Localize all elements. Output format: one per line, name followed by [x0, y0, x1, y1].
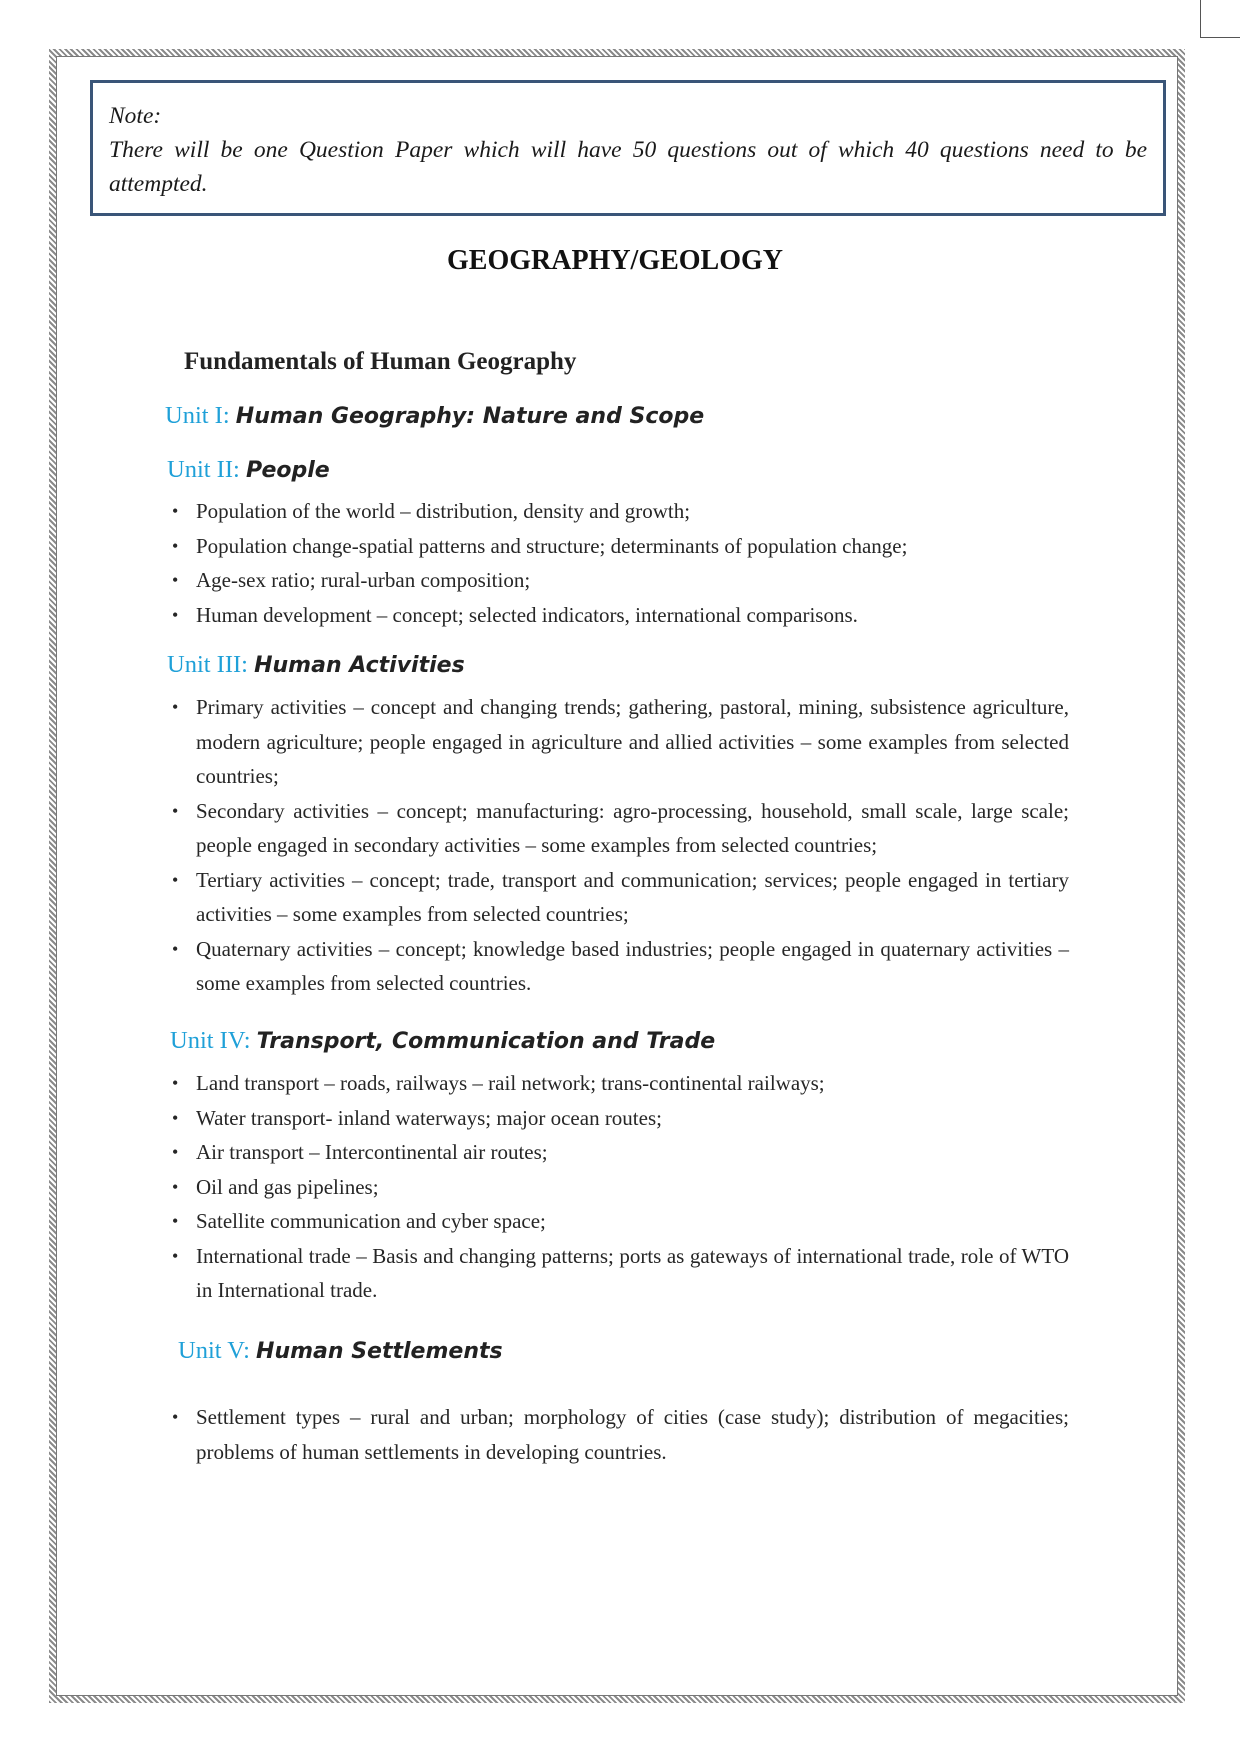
unit-5-heading [178, 1337, 503, 1365]
unit-4-list [172, 1066, 1069, 1308]
list-item: • International trade – Basis and changing patterns; ports as gateways of international trade, role of WTO in International trade. [172, 1239, 1069, 1308]
unit-name: Human Settlements [256, 1339, 503, 1364]
unit-1-heading [165, 402, 704, 430]
note-label: Note: [109, 103, 162, 129]
list-item: • Air transport – Intercontinental air routes; [172, 1135, 1069, 1170]
unit-5-list [172, 1400, 1069, 1469]
list-item: • Settlement types – rural and urban; morphology of cities (case study); distribution of megacities; problems of human settlements in developing countries. [172, 1400, 1069, 1469]
unit-3-list [172, 690, 1069, 1001]
unit-label: Unit I: [165, 402, 230, 429]
list-item: • Human development – concept; selected indicators, international comparisons. [172, 598, 1069, 633]
list-item: • Secondary activities – concept; manufacturing: agro-processing, household, small scale, large scale; people engaged in secondary activities – some examples from selected countries; [172, 794, 1069, 863]
list-item: • Tertiary activities – concept; trade, transport and communication; services; people engaged in tertiary activities – some examples from selected countries; [172, 863, 1069, 932]
unit-4-heading [170, 1027, 715, 1055]
note-box [90, 80, 1166, 216]
list-item: • Land transport – roads, railways – rail network; trans-continental railways; [172, 1066, 1069, 1101]
unit-2-heading [167, 456, 330, 484]
unit-label: Unit III: [167, 651, 248, 678]
unit-label: Unit II: [167, 456, 240, 483]
unit-label: Unit IV: [170, 1027, 251, 1054]
list-item: • Oil and gas pipelines; [172, 1170, 1069, 1205]
list-item: • Population change-spatial patterns and structure; determinants of population change; [172, 529, 1069, 564]
list-item: • Age-sex ratio; rural-urban composition; [172, 563, 1069, 598]
section-title: Fundamentals of Human Geography [184, 348, 577, 375]
unit-2-list [172, 494, 1069, 632]
unit-name: Transport, Communication and Trade [256, 1029, 716, 1054]
unit-label: Unit V: [178, 1337, 250, 1364]
list-item: • Water transport- inland waterways; major ocean routes; [172, 1101, 1069, 1136]
note-text: There will be one Question Paper which will have 50 questions out of which 40 questions need to be attempted. [109, 137, 1147, 197]
page-corner-mark [1200, 0, 1240, 38]
unit-name: Human Geography: Nature and Scope [235, 404, 705, 429]
list-item: • Population of the world – distribution, density and growth; [172, 494, 1069, 529]
unit-3-heading [167, 651, 465, 679]
list-item: • Satellite communication and cyber space; [172, 1204, 1069, 1239]
unit-name: People [245, 458, 330, 483]
page-title: GEOGRAPHY/GEOLOGY [446, 245, 784, 276]
unit-name: Human Activities [254, 653, 465, 678]
list-item: • Primary activities – concept and changing trends; gathering, pastoral, mining, subsistence agriculture, modern agriculture; people engaged in agriculture and allied activities – some examples from selected countries; [172, 690, 1069, 794]
list-item: • Quaternary activities – concept; knowledge based industries; people engaged in quaternary activities – some examples from selected countries. [172, 932, 1069, 1001]
